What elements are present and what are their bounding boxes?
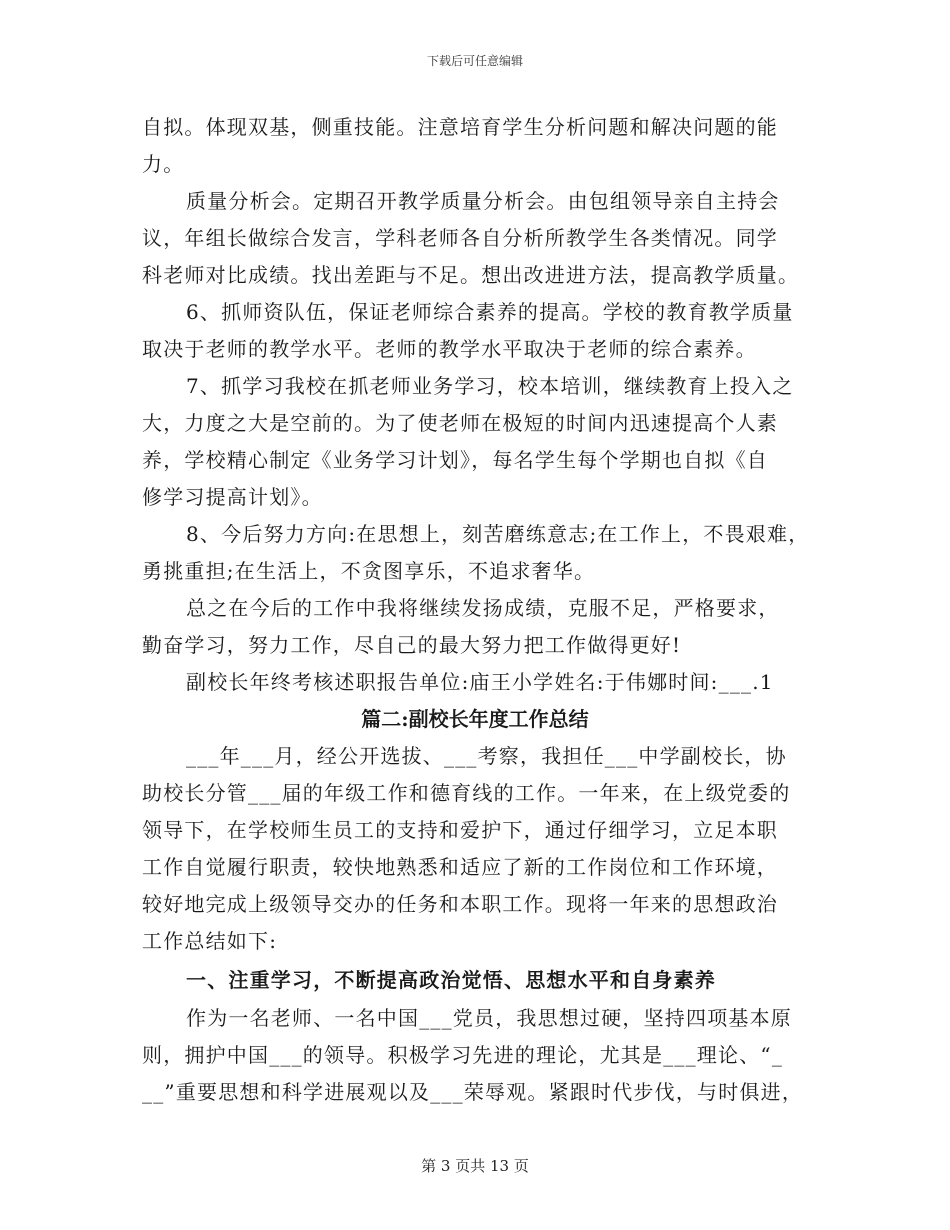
page-footer: 第 3 页共 13 页 bbox=[421, 1157, 529, 1175]
body-line: 勇挑重担;在生活上，不贪图享乐，不追求奢华。 bbox=[142, 559, 596, 583]
body-line: 助校长分管___届的年级工作和德育线的工作。一年来，在上级党委的 bbox=[142, 781, 791, 805]
body-line: 工作自觉履行职责，较快地熟悉和适应了新的工作岗位和工作环境， bbox=[142, 855, 778, 879]
body-line: 大，力度之大是空前的。为了使老师在极短的时间内迅速提高个人素 bbox=[142, 411, 778, 435]
body-line: __”重要思想和科学进展观以及___荣辱观。紧跟时代步伐，与时俱进， bbox=[142, 1080, 804, 1104]
body-line: 修学习提高计划》。 bbox=[142, 485, 323, 509]
paragraph-first-line: 8、今后努力方向:在思想上，刻苦磨练意志;在工作上，不畏艰难， bbox=[186, 522, 810, 546]
body-line: 取决于老师的教学水平。老师的教学水平取决于老师的综合素养。 bbox=[142, 337, 757, 361]
body-line: 养，学校精心制定《业务学习计划》，每名学生每个学期也自拟《自 bbox=[142, 448, 768, 472]
body-line: 力。 bbox=[142, 152, 185, 176]
paragraph-first-line: 总之在今后的工作中我将继续发扬成绩，克服不足，严格要求， bbox=[186, 596, 780, 620]
body-line: 则，拥护中国___的领导。积极学习先进的理论，尤其是___理论、“_ bbox=[142, 1043, 784, 1067]
paragraph-first-line: ___年___月，经公开选拔、___考察，我担任___中学副校长，协 bbox=[186, 744, 787, 768]
paragraph-first-line: 7、抓学习我校在抓老师业务学习，校本培训，继续教育上投入之 bbox=[186, 374, 794, 398]
paragraph-first-line: 作为一名老师、一名中国___党员，我思想过硬，坚持四项基本原 bbox=[186, 1006, 792, 1030]
body-line: 勤奋学习，努力工作，尽自己的最大努力把工作做得更好! bbox=[142, 633, 682, 657]
paragraph-first-line: 副校长年终考核述职报告单位:庙王小学姓名:于伟娜时间:___.1 bbox=[186, 670, 774, 694]
subsection-heading: 一、注重学习，不断提高政治觉悟、思想水平和自身素养 bbox=[186, 968, 716, 992]
body-line: 领导下，在学校师生员工的支持和爱护下，通过仔细学习，立足本职 bbox=[142, 818, 778, 842]
page-header: 下载后可任意编辑 bbox=[426, 54, 523, 68]
paragraph-first-line: 6、抓师资队伍，保证老师综合素养的提高。学校的教育教学质量 bbox=[186, 300, 794, 324]
paragraph-first-line: 质量分析会。定期召开教学质量分析会。由包组领导亲自主持会 bbox=[186, 189, 780, 213]
body-line: 议，年组长做综合发言，学科老师各自分析所教学生各类情况。同学 bbox=[142, 226, 778, 250]
body-line: 自拟。体现双基，侧重技能。注意培育学生分析问题和解决问题的能 bbox=[142, 115, 778, 139]
body-line: 科老师对比成绩。找出差距与不足。想出改进进方法，提高教学质量。 bbox=[142, 263, 800, 287]
body-line: 工作总结如下: bbox=[142, 929, 278, 953]
section-title: 篇二:副校长年度工作总结 bbox=[361, 707, 589, 731]
body-line: 较好地完成上级领导交办的任务和本职工作。现将一年来的思想政治 bbox=[142, 892, 778, 916]
